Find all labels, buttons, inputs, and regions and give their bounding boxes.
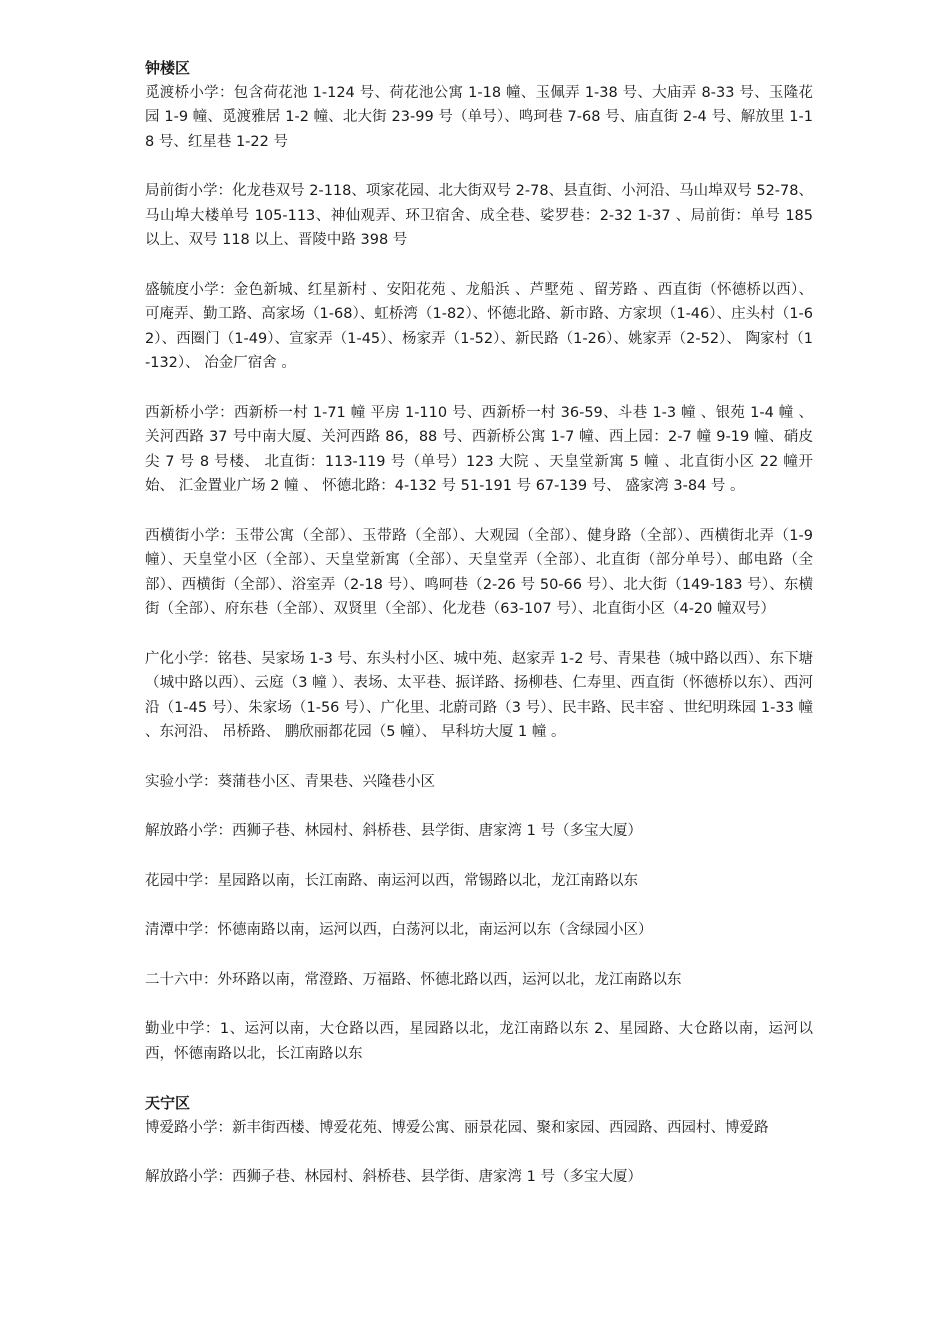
school-entry-jiefanglu-tianning: 解放路小学：西狮子巷、林园村、斜桥巷、县学街、唐家湾 1 号（多宝大厦） xyxy=(145,1169,642,1185)
school-entry-qinye: 勤业中学：1、运河以南，大仓路以西，星园路以北，龙江南路以东 2、星园路、大仓路以南，运河以西，怀德南路以北，长江南路以东 xyxy=(145,1021,813,1062)
school-entry-shengyudu: 盛毓度小学：金色新城、红星新村 、安阳花苑 、龙船浜 、芦墅苑 、留芳路 、西直街（怀德桥以西）、可庵弄、勤工路、高家场（1-68）、虹桥湾（1-82）、怀德北路、新市路、方家坝（1-46）、庄头村（1-62）、西圈门（1-49）、宣家弄（1-45）、杨家弄（1-52）、新民路（1-26）、姚家弄（2-52）、 陶家村（1-132）、 冶金厂宿舍 。 xyxy=(145,281,813,371)
district-heading-tianning: 天宁区 xyxy=(145,1094,191,1112)
school-entry-ershiliuzhong: 二十六中：外环路以南，常澄路、万福路、怀德北路以西，运河以北，龙江南路以东 xyxy=(145,971,682,988)
school-entry-juqianjie: 局前街小学：化龙巷双号 2-118、项家花园、北大街双号 2-78、县直街、小河沿、马山埠双号 52-78、马山埠大楼单号 105-113、神仙观弄、环卫宿舍、成全巷、娑罗巷：2-32 1-37 、局前街：单号 185 以上、双号 118 以上、晋陵中路 398 号 xyxy=(145,183,813,248)
school-entry-shiyan: 实验小学：葵蒲巷小区、青果巷、兴隆巷小区 xyxy=(145,773,435,790)
school-entry-huayuan: 花园中学：星园路以南，长江南路、南运河以西，常锡路以北，龙江南路以东 xyxy=(145,872,638,889)
school-entry-guanghua: 广化小学：铭巷、吴家场 1-3 号、东头村小区、城中苑、赵家弄 1-2 号、青果巷（城中路以西）、东下塘（城中路以西）、云庭（3 幢 ）、表场、太平巷、振详路、扬柳巷、仁寿里、西直街（怀德桥以东）、西河沿（1-45 号）、朱家场（1-56 号）、广化里、北蔚司路（3 号）、民丰路、民丰窑 、世纪明珠园 1-33 幢 、东河沿、 吊桥路、 鹏欣丽都花园（5 幢）、 早科坊大厦 1 幢 。 xyxy=(145,650,813,740)
school-entry-boailu: 博爱路小学：新丰街西楼、博爱花苑、博爱公寓、丽景花园、聚和家园、西园路、西园村、博爱路 xyxy=(145,1119,769,1136)
school-entry-jiefanglu: 解放路小学：西狮子巷、林园村、斜桥巷、县学街、唐家湾 1 号（多宝大厦） xyxy=(145,823,642,839)
school-entry-midu: 觅渡桥小学：包含荷花池 1-124 号、荷花池公寓 1-18 幢、玉佩弄 1-38 号、大庙弄 8-33 号、玉隆花园 1-9 幢、觅渡雅居 1-2 幢、北大街 23-99 号（单号）、鸣珂巷 7-68 号、庙直街 2-4 号、解放里 1-18 号、红星巷 1-22 号 xyxy=(145,84,813,150)
school-entry-xixinqiao: 西新桥小学：西新桥一村 1-71 幢 平房 1-110 号、西新桥一村 36-59、斗巷 1-3 幢 、银苑 1-4 幢 、关河西路 37 号中南大厦、关河西路 86，88 号、西新桥公寓 1-7 幢、西上园：2-7 幢 9-19 幢、硝皮尖 7 号 8 号楼、 北直街：113-119 号（单号）123 大院 、天皇堂新寓 5 幢 、北直街小区 22 幢开始、 汇金置业广场 2 幢 、 怀德北路：4-132 号 51-191 号 67-139 号、 盛家湾 3-84 号 。 xyxy=(145,404,813,494)
school-entry-qingtan: 清潭中学：怀德南路以南，运河以西，白荡河以北，南运河以东（含绿园小区） xyxy=(145,922,653,938)
district-heading-zhonglou: 钟楼区 xyxy=(145,59,191,77)
school-entry-xihengjie: 西横街小学：玉带公寓（全部）、玉带路（全部）、大观园（全部）、健身路（全部）、西横街北弄（1-9 幢）、天皇堂小区（全部）、天皇堂新寓（全部）、天皇堂弄（全部）、北直街（部分单号）、邮电路（全部）、西横街（全部）、浴室弄（2-18 号）、鸣呵巷（2-26 号 50-66 号）、北大街（149-183 号）、东横街（全部）、府东巷（全部）、双贤里（全部）、化龙巷（63-107 号）、北直街小区（4-20 幢双号） xyxy=(145,527,813,617)
document-page xyxy=(145,56,813,1215)
